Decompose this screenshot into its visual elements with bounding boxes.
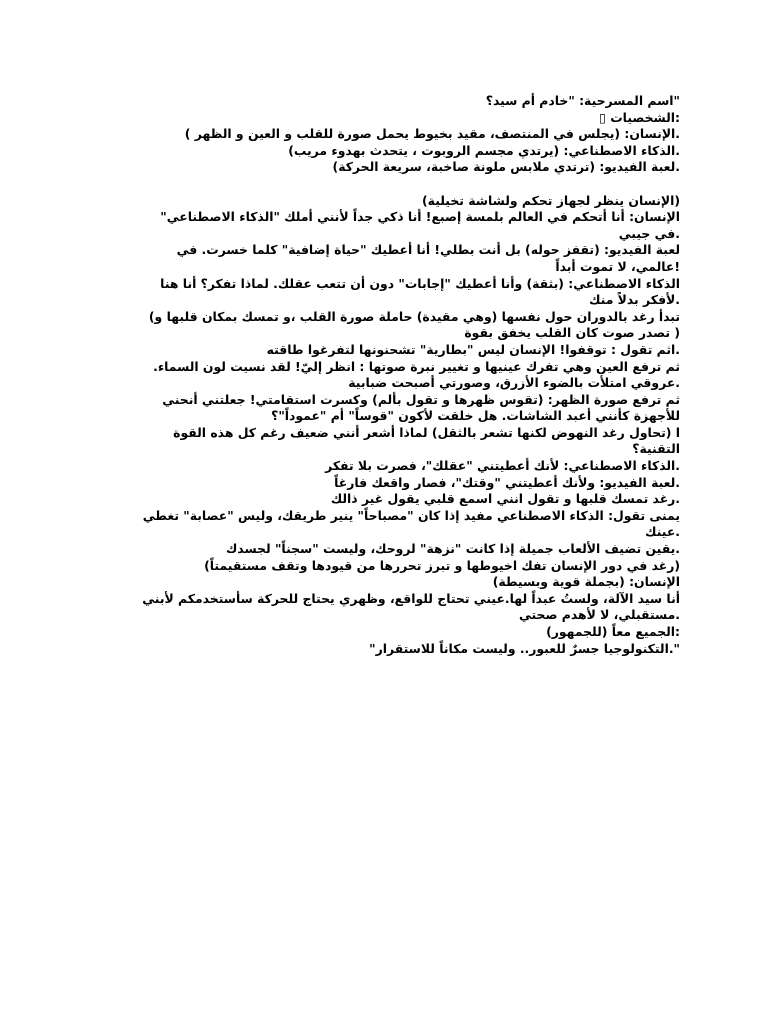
script-line: .لعبة الفيديو: ولأنك أعطيتني "وقتك"، فصار واقعك فارغاً [334, 474, 680, 490]
script-line: ثم ترفع صورة الظهر: (تقوس ظهرها و تقول بألم) وكسرت استقامتي! جعلتني أنحني [162, 391, 680, 407]
script-line: .في جيبي [618, 225, 680, 241]
script-line: .اثم تقول : توقفوا! الإنسان ليس "بطارية" تشحنونها لتفرغوا طاقته [266, 341, 680, 357]
script-line: ( تصدر صوت كان القلب يخفق بقوة [464, 325, 680, 341]
script-line: !عالمي، لا تموت أبداً [555, 258, 680, 274]
script-line: ا (تحاول رغد النهوض لكنها تشعر بالثقل) لماذا أشعر أنني ضعيف رغم كل هذه القوة [173, 424, 680, 440]
script-line: لعبة الفيديو: (تقفز حوله) بل أنت بطلي! أنا أعطيك "حياة إضافية" كلما خسرت. في [176, 242, 680, 258]
script-line: :الشخصيات ▯ [599, 109, 680, 125]
script-line: :الجميع معاً (للجمهور) [546, 624, 680, 639]
script-line: يمنى تقول: الذكاء الاصطناعي مفيد إذا كان "مصباحاً" ينير طريقك، وليس "عصابة" تغطي [142, 507, 680, 523]
script-line: (رغد في دور الإنسان تفك اخيوطها و تبرز تحررها من قيودها وتقف مستقيمتاً) [204, 557, 680, 573]
play-title-line: "اسم المسرحية: "خادم أم سيد؟ [485, 93, 680, 108]
script-line: .عروقي امتلأت بالضوء الأزرق، وصورتي أصبحت ضبابية [348, 375, 680, 391]
script-line: ثم ترفع العين وهي تفرك عينيها و تغيير نبرة صوتها : انظر إليّ! لقد نسيت لون السماء. [153, 358, 680, 374]
script-line: أنا سيد الآلة، ولستُ عبداً لها.عيني تحتاج للواقع، وظهري يحتاج للحركة سأستخدمكم لأبني [142, 590, 680, 606]
script-line: للأجهزة كأنني أعبد الشاشات. هل خلقت لأكون "قوساً" أم "عموداً"؟ [271, 408, 680, 424]
script-line: الإنسان: (بجملة قوية وبسيطة) [492, 574, 680, 590]
script-line: .عينك [645, 524, 680, 540]
script-line: .يقين تضيف الألعاب جميلة إذا كانت "نزهة" لروحك، وليست "سجناً" لجسدك [225, 541, 680, 557]
script-line: (الإنسان ينظر لجهاز تحكم ولشاشة تخيلية) [422, 192, 680, 208]
script-line: الإنسان: أنا أتحكم في العالم بلمسة إصبع! أنا ذكي جداً لأنني أملك "الذكاء الاصطناعي" [160, 209, 680, 225]
script-line: التقنية؟ [632, 441, 680, 457]
script-line: ".التكنولوجيا جسرٌ للعبور.. وليست مكاناً للاستقرار" [369, 640, 680, 656]
play-script-text [80, 93, 680, 657]
script-line: .مستقبلي، لا لأهدم صحتي [518, 607, 680, 623]
script-line: .رغد تمسك قلبها و تقول انني اسمع قلبي يقول غير ذالك [330, 491, 680, 507]
script-line: الذكاء الاصطناعي: (بثقة) وأنا أعطيك "إجابات" دون أن تتعب عقلك. لماذا تفكر؟ أنا هنا [160, 275, 680, 291]
script-line: .الذكاء الاصطناعي: (يرتدي مجسم الروبوت ، يتحدث بهدوء مريب) [288, 142, 680, 158]
script-line [80, 176, 680, 193]
script-line: .الذكاء الاصطناعي: لأنك أعطيتني "عقلك"، فصرت بلا تفكر [325, 458, 680, 474]
script-line: تبدأ رغد بالدوران حول نفسها (وهي مقيدة) حاملة صورة القلب ،و تمسك بمكان قلبها و) [148, 308, 680, 324]
script-line: .لأفكر بدلاً منك [589, 292, 680, 308]
script-line: .لعبة الفيديو: (ترتدي ملابس ملونة صاخبة، سريعة الحركة) [332, 159, 680, 175]
script-line: .الإنسان: (يجلس في المنتصف، مقيد بخيوط يحمل صورة للقلب و العين و الظهر ) [184, 126, 680, 142]
